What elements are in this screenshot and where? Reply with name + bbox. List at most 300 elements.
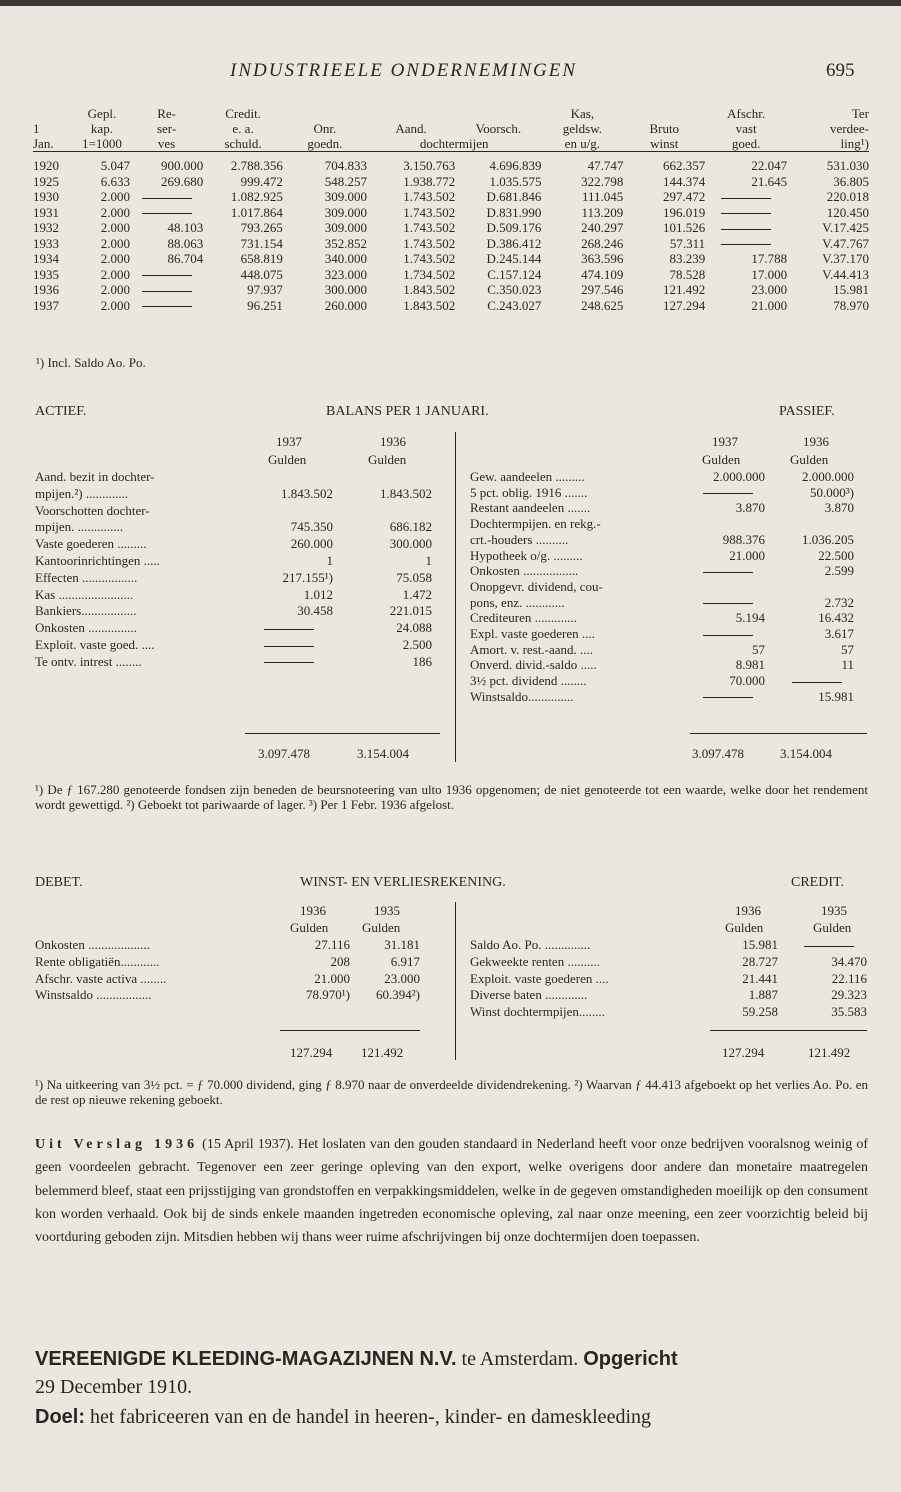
amount-a xyxy=(690,689,765,705)
value-cell: 21.000 xyxy=(751,297,788,313)
amount-b: 22.116 xyxy=(831,970,867,986)
value-cell: 1.843.502 xyxy=(403,297,456,313)
value-cell: 78.528 xyxy=(669,266,706,282)
balans-footnote: ¹) De ƒ 167.280 genoteerde fondsen zijn beneden de beursnoteering van ulto 1936 opgenomen; de niet genoteerde tot een waarde, welke door het rendement wordt gewettigd. ²) Geboekt tot pariwaarde of lager. ³) Per 1 Febr. 1936 afgelost. xyxy=(35,782,868,812)
amount-b: 11 xyxy=(841,657,854,673)
column-header: 1 xyxy=(33,121,40,136)
value-cell: D.386.412 xyxy=(486,235,542,251)
value-cell: D.831.990 xyxy=(486,204,542,220)
amount-a xyxy=(245,637,333,653)
account-label: Amort. v. rest.-aand. .... xyxy=(470,641,593,657)
balans-left-total-a: 3.097.478 xyxy=(258,746,310,761)
amount-b: 3.870 xyxy=(824,500,854,516)
value-cell: 120.450 xyxy=(826,204,869,220)
table-header-row xyxy=(33,106,869,121)
value-cell: 196.019 xyxy=(662,204,706,220)
value-cell: 21.645 xyxy=(751,173,788,189)
wv-left-unit-b: Gulden xyxy=(362,920,401,935)
amount-b: 221.015 xyxy=(389,603,432,619)
account-label: 5 pct. oblig. 1916 ....... xyxy=(470,484,588,500)
value-cell xyxy=(130,189,203,205)
value-cell: 6.633 xyxy=(100,173,130,189)
value-cell: 1.843.502 xyxy=(403,282,456,298)
amount-b: 186 xyxy=(412,653,432,669)
account-label: 3½ pct. dividend ........ xyxy=(470,673,587,689)
year-cell: 1937 xyxy=(33,297,59,313)
amount-b: 1.843.502 xyxy=(380,485,432,501)
account-label: Onkosten ............... xyxy=(35,620,137,636)
doel-label: Doel: xyxy=(35,1406,85,1428)
value-cell: 23.000 xyxy=(751,282,788,298)
wv-right-unit-a: Gulden xyxy=(725,920,764,935)
account-label: Dochtermpijen. en rekg.- xyxy=(470,516,601,532)
value-cell: V.17.425 xyxy=(822,220,869,236)
value-cell: 269.680 xyxy=(160,173,204,189)
amount-a: 21.000 xyxy=(729,547,765,563)
table-header-row xyxy=(33,121,869,136)
page-number: 695 xyxy=(826,60,855,81)
column-header: e. a. xyxy=(232,121,254,136)
table-footnote: ¹) Incl. Saldo Ao. Po. xyxy=(36,355,146,370)
value-cell: 2.000 xyxy=(100,220,130,236)
empty-dash xyxy=(264,646,314,647)
column-header: dochtermijen xyxy=(419,136,489,151)
year-cell: 1932 xyxy=(33,220,59,236)
amount-a: 30.458 xyxy=(297,603,333,619)
account-label: mpijen.²) ............. xyxy=(35,485,129,501)
column-header: Re- xyxy=(157,106,176,121)
value-cell: 448.075 xyxy=(240,266,283,282)
value-cell: 36.805 xyxy=(833,173,869,189)
value-cell: 240.297 xyxy=(581,220,624,236)
value-cell xyxy=(705,205,787,221)
value-cell: 3.150.763 xyxy=(403,158,456,174)
value-cell: D.681.846 xyxy=(486,189,542,205)
empty-dash xyxy=(804,946,854,947)
amount-a: 21.441 xyxy=(742,970,778,986)
column-header: ser- xyxy=(156,121,177,136)
table-row xyxy=(33,174,869,190)
column-header xyxy=(283,106,367,121)
amount-a: 1.887 xyxy=(748,987,778,1003)
page-title: INDUSTRIEELE ONDERNEMINGEN xyxy=(230,60,578,81)
value-cell: 97.937 xyxy=(247,282,283,298)
amount-a: 57 xyxy=(752,641,765,657)
value-cell: 17.000 xyxy=(751,266,788,282)
amount-a: 208 xyxy=(330,953,350,969)
amount-a: 59.258 xyxy=(742,1004,778,1020)
account-label: Bankiers................. xyxy=(35,603,137,619)
value-cell: 1.035.575 xyxy=(489,173,542,189)
year-cell: 1931 xyxy=(33,204,59,220)
value-cell: 127.294 xyxy=(662,297,706,313)
value-cell: 2.000 xyxy=(100,235,130,251)
account-label: Onkosten ................. xyxy=(470,563,579,579)
year-cell: 1936 xyxy=(33,282,59,298)
column-header: Ter xyxy=(851,106,869,121)
scan-edge xyxy=(0,0,901,6)
value-cell: 57.311 xyxy=(669,235,706,251)
wv-divider xyxy=(455,902,456,1060)
value-cell: 88.063 xyxy=(167,235,204,251)
amount-a xyxy=(690,595,765,611)
verslag-lead: Uit Verslag 1936 xyxy=(35,1137,199,1152)
amount-a: 745.350 xyxy=(290,519,333,535)
amount-a: 988.376 xyxy=(722,531,765,547)
empty-dash xyxy=(703,572,753,573)
amount-b: 31.181 xyxy=(384,937,420,952)
account-label: Onverd. divid.-saldo ..... xyxy=(470,657,597,673)
amount-a: 78.970¹) xyxy=(306,987,350,1003)
empty-dash xyxy=(721,244,771,245)
wv-right-total-b: 121.492 xyxy=(808,1045,851,1060)
value-cell: 309.000 xyxy=(324,189,367,205)
value-cell: 96.251 xyxy=(247,297,283,313)
table-row xyxy=(33,220,869,236)
column-header xyxy=(367,106,455,121)
column-header: Onr. xyxy=(313,121,337,136)
value-cell: 1.743.502 xyxy=(403,189,456,205)
account-label: Restant aandeelen ....... xyxy=(470,500,591,516)
value-cell: 309.000 xyxy=(324,220,367,236)
column-header: Kas, xyxy=(570,106,595,121)
value-cell: 22.047 xyxy=(751,158,788,174)
amount-a xyxy=(690,485,765,501)
empty-dash xyxy=(703,697,753,698)
value-cell: 2.000 xyxy=(100,297,130,313)
wv-left-year-a: 1936 xyxy=(300,903,326,918)
empty-dash xyxy=(721,213,771,214)
value-cell: 78.970 xyxy=(833,297,869,313)
founded-date: 29 December 1910. xyxy=(35,1376,193,1398)
amount-a: 28.727 xyxy=(742,953,778,969)
amount-b: 2.500 xyxy=(402,637,432,652)
value-cell: 113.209 xyxy=(581,204,624,220)
value-cell: 363.596 xyxy=(581,251,624,267)
value-cell xyxy=(705,236,787,252)
verslag-text: (15 April 1937). Het loslaten van den gouden standaard in Nederland heeft voor onze bedrijven vooralsnog weinig of geen voordeelen gebracht. Tegenover een zeer geringe opleving van den export, welke overigens door andere dan monetaire maatregelen belemmerd bleef, staat een prijsstijging van grondstoffen en verpakkingsmiddelen, welke in de gegeven omstandigheden moeilijk op den consument kon worden verhaald. Ook bij de sinds enkele maanden ingetreden economische opleving, zal naar onze meening, een zeer voorzichtig beleid bij voortduring geboden zijn. Mitsdien hebben wij thans weer ruime afschrijvingen bij onze dochtermijen doen toepassen. xyxy=(35,1137,868,1246)
account-label: Diverse baten ............. xyxy=(470,987,588,1003)
column-header: Voorsch. xyxy=(475,121,522,136)
value-cell: 48.103 xyxy=(167,220,204,236)
account-label: Voorschotten dochter- xyxy=(35,502,150,518)
value-cell: 474.109 xyxy=(581,266,624,282)
balans-divider xyxy=(455,432,456,762)
value-cell xyxy=(130,267,203,283)
amount-b: 60.394²) xyxy=(376,987,420,1003)
value-cell: 2.000 xyxy=(100,251,130,267)
empty-dash xyxy=(142,306,192,307)
value-cell: 322.798 xyxy=(581,173,624,189)
account-label: Hypotheek o/g. ......... xyxy=(470,547,583,563)
amount-b: 75.058 xyxy=(396,569,432,585)
company-place: te Amsterdam. xyxy=(456,1348,584,1370)
value-cell: D.509.176 xyxy=(486,220,542,236)
account-label: Aand. bezit in dochter- xyxy=(35,469,155,484)
value-cell: C.350.023 xyxy=(487,282,542,298)
column-header: en u/g. xyxy=(564,136,601,151)
amount-b: 686.182 xyxy=(389,519,432,535)
value-cell xyxy=(705,189,787,205)
amount-a: 2.000.000 xyxy=(713,469,765,484)
company-doel xyxy=(35,1403,868,1431)
amount-b: 35.583 xyxy=(831,1004,867,1020)
empty-dash xyxy=(264,662,314,663)
value-cell: 268.246 xyxy=(581,235,624,251)
column-header: vast xyxy=(735,121,757,136)
table-row xyxy=(33,267,869,283)
company-entry xyxy=(35,1345,868,1401)
amount-a: 1.012 xyxy=(303,586,333,602)
balans-right-total-b: 3.154.004 xyxy=(780,746,832,761)
wv-left-unit-a: Gulden xyxy=(290,920,329,935)
value-cell: 15.981 xyxy=(833,282,869,298)
table-row xyxy=(33,251,869,267)
amount-a: 70.000 xyxy=(729,673,765,689)
value-cell: 1.743.502 xyxy=(403,204,456,220)
amount-b: 6.917 xyxy=(390,953,420,969)
amount-a: 1 xyxy=(326,553,333,568)
value-cell: 86.704 xyxy=(167,251,204,267)
value-cell: V.47.767 xyxy=(822,235,869,251)
value-cell xyxy=(130,282,203,298)
doel-text: het fabriceeren van en de handel in heeren-, kinder- en dameskleeding xyxy=(85,1406,651,1428)
amount-b: 22.500 xyxy=(818,547,854,563)
value-cell: 793.265 xyxy=(240,220,283,236)
balans-left-year-b: 1936 xyxy=(380,434,406,449)
balans-right-rule xyxy=(690,733,867,734)
amount-a: 15.981 xyxy=(742,937,778,952)
amount-b: 2.732 xyxy=(824,594,854,610)
account-label: Afschr. vaste activa ........ xyxy=(35,970,167,986)
wv-right-rule xyxy=(710,1030,867,1031)
history-table xyxy=(33,106,869,313)
table-row xyxy=(33,236,869,252)
value-cell: 704.833 xyxy=(324,158,367,174)
credit-heading: CREDIT. xyxy=(791,875,845,890)
year-cell: 1935 xyxy=(33,266,59,282)
value-cell: 1.734.502 xyxy=(403,266,456,282)
empty-dash xyxy=(703,493,753,494)
balans-right-unit-b: Gulden xyxy=(790,452,829,467)
amount-b: 34.470 xyxy=(831,953,867,969)
value-cell: 662.357 xyxy=(662,158,706,174)
account-label: Winstsaldo.............. xyxy=(470,688,574,704)
column-header: geldsw. xyxy=(562,121,602,136)
empty-dash xyxy=(142,213,192,214)
table-row xyxy=(33,205,869,221)
value-cell: 260.000 xyxy=(324,297,367,313)
table-row xyxy=(33,282,869,298)
amount-a: 3.870 xyxy=(735,500,765,516)
value-cell: 1.017.864 xyxy=(230,204,283,220)
balans-right-year-a: 1937 xyxy=(712,434,738,449)
table-header-row xyxy=(33,136,869,152)
empty-dash xyxy=(703,603,753,604)
wv-title: WINST- EN VERLIESREKENING. xyxy=(300,875,506,890)
amount-b xyxy=(780,673,854,689)
value-cell xyxy=(705,220,787,236)
account-label: Crediteuren ............. xyxy=(470,610,577,626)
wv-left-total-a: 127.294 xyxy=(290,1045,333,1060)
value-cell: 47.747 xyxy=(587,158,624,174)
column-header xyxy=(33,106,74,121)
amount-a xyxy=(690,626,765,642)
wv-footnote: ¹) Na uitkeering van 3½ pct. = ƒ 70.000 dividend, ging ƒ 8.970 naar de onverdeelde dividendrekening. ²) Waarvan ƒ 44.413 afgeboekt op het verlies Ao. Po. en de rest op nieuwe rekening geboekt. xyxy=(35,1077,868,1107)
column-header xyxy=(623,106,705,121)
balans-right-unit-a: Gulden xyxy=(702,452,741,467)
amount-b: 300.000 xyxy=(389,536,432,552)
amount-a xyxy=(690,563,765,579)
column-header: ves xyxy=(157,136,176,151)
amount-a: 5.194 xyxy=(735,610,765,626)
actief-heading: ACTIEF. xyxy=(35,404,87,419)
amount-b: 1 xyxy=(425,553,432,568)
amount-b: 57 xyxy=(841,641,854,657)
account-label: Winstsaldo ................. xyxy=(35,987,152,1003)
balans-right-year-b: 1936 xyxy=(803,434,829,449)
value-cell xyxy=(130,205,203,221)
amount-b: 29.323 xyxy=(831,987,867,1003)
value-cell: 1.938.772 xyxy=(403,173,456,189)
account-label: Onopgevr. dividend, cou- xyxy=(470,578,603,594)
value-cell: V.44.413 xyxy=(822,266,869,282)
account-label: Exploit. vaste goed. .... xyxy=(35,637,155,652)
value-cell: 2.000 xyxy=(100,204,130,220)
amount-b: 24.088 xyxy=(396,620,432,636)
account-label: Saldo Ao. Po. .............. xyxy=(470,937,591,952)
value-cell: C.157.124 xyxy=(487,266,542,282)
value-cell: 1.743.502 xyxy=(403,220,456,236)
column-header: Gepl. xyxy=(87,106,117,121)
verslag-paragraph xyxy=(35,1133,868,1249)
column-header: Bruto xyxy=(649,121,680,136)
value-cell: 300.000 xyxy=(324,282,367,298)
account-label: Gew. aandeelen ......... xyxy=(470,469,585,484)
value-cell: 4.696.839 xyxy=(489,158,542,174)
value-cell: 548.257 xyxy=(324,173,367,189)
amount-b: 1.036.205 xyxy=(802,531,854,547)
empty-dash xyxy=(703,635,753,636)
amount-a: 21.000 xyxy=(314,970,350,986)
value-cell: 1.743.502 xyxy=(403,235,456,251)
account-label: Gekweekte renten .......... xyxy=(470,953,600,969)
value-cell: 1.743.502 xyxy=(403,251,456,267)
column-header xyxy=(455,106,541,121)
empty-dash xyxy=(721,229,771,230)
column-header: goed. xyxy=(731,136,761,151)
empty-dash xyxy=(264,629,314,630)
account-label: pons, enz. ............ xyxy=(470,594,565,610)
passief-heading: PASSIEF. xyxy=(779,404,835,419)
amount-a: 1.843.502 xyxy=(281,485,333,501)
column-header: verdee- xyxy=(830,121,869,136)
amount-b: 16.432 xyxy=(818,610,854,626)
column-header: goedn. xyxy=(307,136,343,151)
value-cell: 297.546 xyxy=(581,282,624,298)
value-cell: 323.000 xyxy=(324,266,367,282)
wv-left-year-b: 1935 xyxy=(374,903,400,918)
year-cell: 1920 xyxy=(33,158,59,174)
amount-a: 27.116 xyxy=(314,937,350,952)
column-header: Afschr. xyxy=(727,106,766,121)
wv-right-unit-b: Gulden xyxy=(813,920,852,935)
amount-a: 8.981 xyxy=(735,657,765,673)
value-cell: D.245.144 xyxy=(486,251,542,267)
table-row xyxy=(33,298,869,314)
company-name: VEREENIGDE KLEEDING-MAGAZIJNEN N.V. xyxy=(35,1348,457,1370)
account-label: Te ontv. intrest ........ xyxy=(35,653,142,669)
founded-label: Opgericht xyxy=(583,1348,678,1370)
value-cell xyxy=(130,298,203,314)
wv-right-year-a: 1936 xyxy=(735,903,761,918)
amount-b: 2.599 xyxy=(824,563,854,579)
value-cell: 83.239 xyxy=(669,251,706,267)
empty-dash xyxy=(142,291,192,292)
table-row xyxy=(33,189,869,205)
column-header: ling¹) xyxy=(840,136,869,151)
empty-dash xyxy=(792,682,842,683)
account-label: Kas ....................... xyxy=(35,586,134,602)
column-header: Aand. xyxy=(395,121,427,136)
balans-title: BALANS PER 1 JANUARI. xyxy=(326,404,489,419)
value-cell: 17.788 xyxy=(751,251,788,267)
account-label: Expl. vaste goederen .... xyxy=(470,626,595,641)
account-label: Kantoorinrichtingen ..... xyxy=(35,553,160,568)
amount-b: 3.617 xyxy=(824,626,854,641)
empty-dash xyxy=(142,275,192,276)
value-cell: 999.472 xyxy=(240,173,283,189)
value-cell: 2.000 xyxy=(100,282,130,298)
value-cell: V.37.170 xyxy=(822,251,869,267)
value-cell: 220.018 xyxy=(826,189,869,205)
value-cell: 101.526 xyxy=(662,220,706,236)
balans-left-rule xyxy=(245,733,440,734)
value-cell: 297.472 xyxy=(662,189,706,205)
value-cell: 2.788.356 xyxy=(230,158,283,174)
value-cell: 5.047 xyxy=(100,158,130,174)
account-label: Exploit. vaste goederen .... xyxy=(470,970,609,986)
amount-a xyxy=(245,620,333,636)
balans-right-total-a: 3.097.478 xyxy=(692,746,744,761)
value-cell: 1.082.925 xyxy=(230,189,283,205)
column-header: 1=1000 xyxy=(82,136,122,151)
amount-b: 50.000³) xyxy=(810,484,854,500)
value-cell: 111.045 xyxy=(582,189,624,205)
account-label: crt.-houders .......... xyxy=(470,531,569,547)
year-cell: 1933 xyxy=(33,235,59,251)
value-cell: 144.374 xyxy=(662,173,706,189)
value-cell: 658.819 xyxy=(240,251,283,267)
value-cell: 352.852 xyxy=(324,235,367,251)
account-label: Vaste goederen ......... xyxy=(35,536,147,552)
wv-left-rule xyxy=(280,1030,420,1031)
amount-a xyxy=(245,654,333,670)
column-header: schuld. xyxy=(224,136,262,151)
column-header: kap. xyxy=(90,121,113,136)
wv-right-total-a: 127.294 xyxy=(722,1045,765,1060)
value-cell: C.243.027 xyxy=(487,297,542,313)
account-label: Winst dochtermpijen........ xyxy=(470,1004,605,1020)
amount-b: 2.000.000 xyxy=(802,469,854,484)
table-row xyxy=(33,158,869,174)
value-cell: 900.000 xyxy=(160,158,204,174)
debet-heading: DEBET. xyxy=(35,875,83,890)
value-cell: 731.154 xyxy=(240,235,283,251)
amount-b xyxy=(790,937,867,953)
column-header: Jan. xyxy=(33,136,54,151)
account-label: mpijen. .............. xyxy=(35,519,124,535)
